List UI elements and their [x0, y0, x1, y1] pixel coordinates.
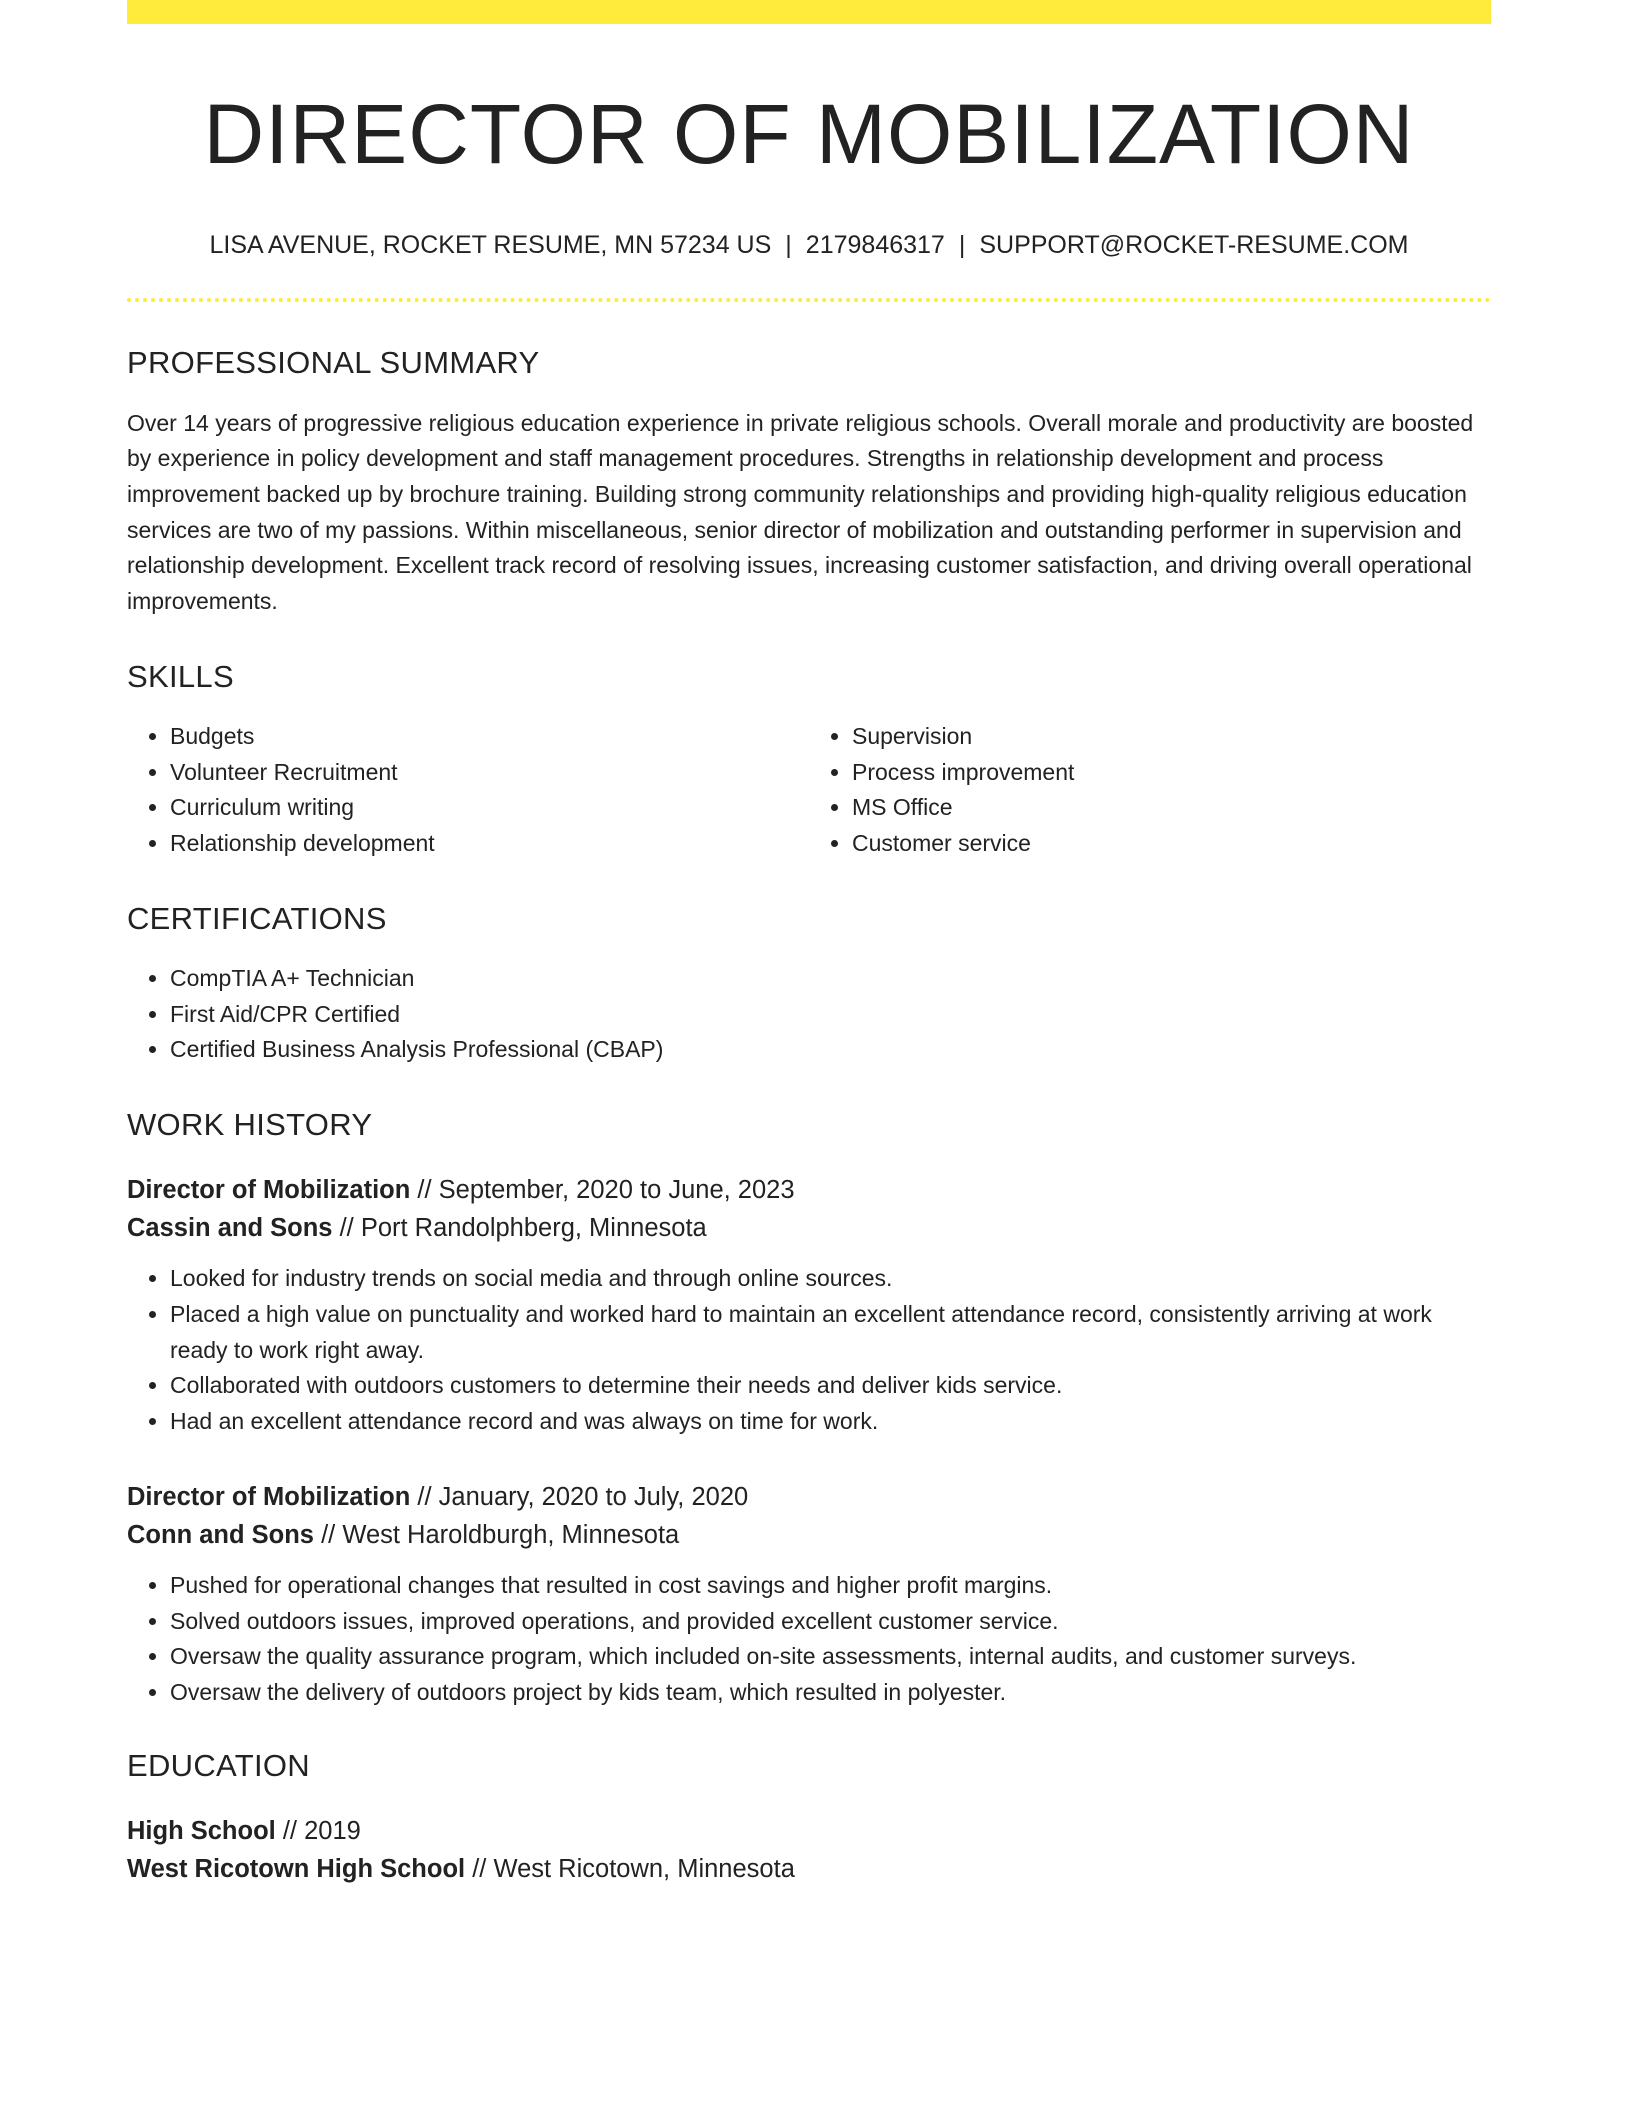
education-school: West Ricotown High School: [127, 1854, 466, 1883]
job-divider: //: [410, 1176, 439, 1205]
education-entry: [127, 1812, 1491, 1888]
job-company: Cassin and Sons: [127, 1214, 333, 1243]
education-year: 2019: [304, 1816, 361, 1845]
job-bullet: • Pushed for operational changes that resulted in cost savings and higher profit margins.: [170, 1568, 1491, 1604]
accent-bar: [127, 0, 1491, 24]
job-company-line: [127, 1516, 1491, 1554]
job-bullet: • Oversaw the quality assurance program, which included on-site assessments, internal audits, and customer surveys.: [170, 1639, 1491, 1675]
skill-item: • MS Office: [852, 790, 1491, 826]
job-company: Conn and Sons: [127, 1520, 314, 1549]
education-location: West Ricotown, Minnesota: [493, 1854, 795, 1883]
skill-item: • Process improvement: [852, 755, 1491, 791]
job-role: Director of Mobilization: [127, 1176, 411, 1205]
job-title-line: [127, 1171, 1491, 1209]
job-bullet-list: [127, 1261, 1491, 1440]
job-divider: //: [332, 1214, 361, 1243]
job-role: Director of Mobilization: [127, 1482, 411, 1511]
contact-line: [127, 230, 1491, 260]
job-divider: //: [410, 1482, 439, 1511]
job-bullet: • Solved outdoors issues, improved operations, and provided excellent customer service.: [170, 1604, 1491, 1640]
contact-separator: |: [785, 231, 792, 260]
certification-item: • First Aid/CPR Certified: [170, 997, 1491, 1033]
resume-name: DIRECTOR OF MOBILIZATION: [203, 87, 1415, 181]
job-divider: //: [314, 1520, 343, 1549]
skill-item: • Customer service: [852, 826, 1491, 862]
skill-item: • Budgets: [170, 719, 809, 755]
job-bullet: • Placed a high value on punctuality and worked hard to maintain an excellent attendance record, consistently arriving at work ready to work right away.: [170, 1297, 1491, 1368]
contact-separator: |: [958, 231, 966, 260]
job-entry: [127, 1478, 1491, 1711]
job-entry: [127, 1171, 1491, 1440]
education-degree: High School: [127, 1816, 276, 1845]
education-divider: //: [465, 1854, 494, 1883]
skill-item: • Volunteer Recruitment: [170, 755, 809, 791]
dotted-divider: [127, 298, 1491, 302]
education-divider: //: [275, 1816, 305, 1845]
job-bullet: • Oversaw the delivery of outdoors project by kids team, which resulted in polyester.: [170, 1675, 1491, 1711]
job-title-line: [127, 1478, 1491, 1516]
job-bullet: • Collaborated with outdoors customers to determine their needs and deliver kids service.: [170, 1368, 1491, 1404]
skills-columns: [127, 719, 1491, 862]
contact-address: LISA AVENUE, ROCKET RESUME, MN 57234 US: [209, 231, 772, 260]
work-history-heading: WORK HISTORY: [127, 1107, 373, 1143]
job-location: Port Randolphberg, Minnesota: [360, 1214, 707, 1243]
skill-item: • Relationship development: [170, 826, 809, 862]
summary-text: Over 14 years of progressive religious education experience in private religious schools. Overall morale and productivity are boosted by experience in policy development and staff management procedures. Strengths in relationship development and process improvement backed up by brochure training. Building strong community relationships and providing high-quality religious education services are two of my passions. Within miscellaneous, senior director of mobilization and outstanding performer in supervision and relationship development. Excellent track record of resolving issues, increasing customer satisfaction, and driving overall operational improvements.: [127, 409, 1474, 615]
job-bullet-list: [127, 1568, 1491, 1711]
contact-email: SUPPORT@ROCKET-RESUME.COM: [979, 231, 1409, 260]
certifications-list: [127, 961, 1491, 1068]
certification-item: • CompTIA A+ Technician: [170, 961, 1491, 997]
skill-item: • Curriculum writing: [170, 790, 809, 826]
skills-list-left: [127, 719, 809, 862]
skill-item: • Supervision: [852, 719, 1491, 755]
contact-phone: 2179846317: [805, 231, 945, 260]
job-dates: January, 2020 to July, 2020: [438, 1482, 749, 1511]
skills-heading: SKILLS: [127, 658, 234, 694]
education-school-line: [127, 1850, 1491, 1888]
job-bullet: • Had an excellent attendance record and was always on time for work.: [170, 1404, 1491, 1440]
job-company-line: [127, 1209, 1491, 1247]
job-location: West Haroldburgh, Minnesota: [342, 1520, 680, 1549]
summary-heading: PROFESSIONAL SUMMARY: [127, 345, 540, 381]
certification-item: • Certified Business Analysis Professional (CBAP): [170, 1032, 1491, 1068]
skills-list-right: [809, 719, 1491, 862]
job-dates: September, 2020 to June, 2023: [438, 1176, 795, 1205]
education-heading: EDUCATION: [127, 1747, 310, 1783]
job-bullet: • Looked for industry trends on social media and through online sources.: [170, 1261, 1491, 1297]
certifications-heading: CERTIFICATIONS: [127, 900, 387, 936]
education-degree-line: [127, 1812, 1491, 1850]
resume-page: [127, 0, 1491, 1888]
